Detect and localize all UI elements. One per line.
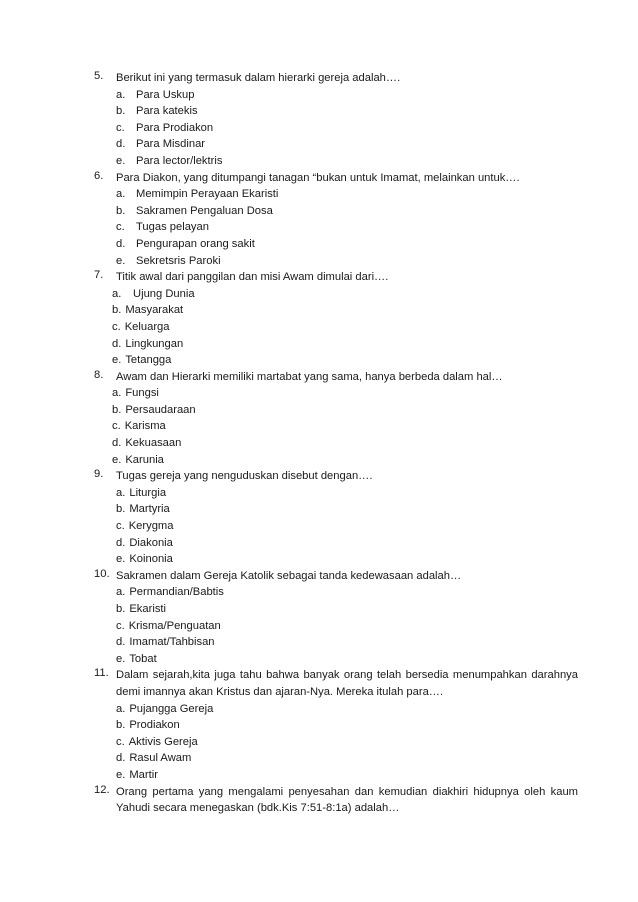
option-text: Persaudaraan (125, 403, 196, 416)
option-text: Martyria (129, 503, 170, 516)
option-letter: d. (116, 138, 126, 151)
option-text: Ekaristi (129, 603, 167, 615)
option-letter: a. (116, 88, 126, 101)
option-list (116, 186, 578, 269)
option-b (116, 501, 578, 518)
option-e (116, 551, 578, 568)
option-text: Prodiakon (129, 719, 180, 732)
option-e (112, 452, 578, 469)
option-letter: e. (112, 354, 122, 367)
option-letter: e. (116, 553, 126, 566)
option-letter: b. (116, 105, 126, 118)
option-text: Para Prodiakon (136, 121, 214, 134)
option-letter: a. (112, 287, 122, 300)
option-text: Sakramen Pengaluan Dosa (136, 204, 273, 217)
option-letter: c. (112, 420, 121, 433)
option-c (112, 418, 578, 435)
option-d (112, 336, 578, 353)
option-text: Tetangga (125, 354, 172, 367)
option-text: Pujangga Gereja (129, 702, 214, 715)
option-letter: d. (116, 636, 126, 649)
option-c (112, 319, 578, 336)
question-text: Awam dan Hierarki memiliki martabat yang sama, hanya berbeda dalam hal… (116, 370, 503, 383)
question-number: 10. (94, 567, 110, 580)
option-letter: b. (112, 403, 122, 416)
option-a (116, 701, 578, 718)
option-d (112, 435, 578, 452)
option-text: Para lector/lektris (136, 154, 223, 167)
question-12 (94, 784, 578, 817)
question-10 (94, 568, 578, 668)
option-letter: b. (116, 603, 126, 615)
question-text: Berikut ini yang termasuk dalam hierarki gereja adalah…. (116, 72, 401, 84)
option-b (116, 601, 578, 618)
option-a (116, 87, 578, 104)
option-letter: d. (112, 337, 122, 350)
option-letter: c. (116, 221, 125, 234)
option-letter: c. (116, 121, 125, 134)
question-6 (94, 170, 578, 270)
option-letter: d. (112, 437, 122, 450)
option-a (116, 584, 578, 601)
option-letter: d. (116, 536, 126, 549)
option-text: Pengurapan orang sakit (136, 237, 255, 250)
option-e (112, 352, 578, 369)
question-5 (94, 70, 578, 170)
option-text: Imamat/Tahbisan (129, 636, 215, 649)
option-text: Ujung Dunia (133, 287, 195, 300)
option-b (116, 717, 578, 734)
option-d (116, 236, 578, 253)
option-b (112, 402, 578, 419)
option-text: Liturgia (129, 486, 167, 499)
option-text: Karunia (125, 453, 164, 466)
question-text: Sakramen dalam Gereja Katolik sebagai tanda kedewasaan adalah… (116, 569, 462, 582)
option-letter: d. (116, 752, 126, 765)
option-text: Memimpin Perayaan Ekaristi (136, 188, 279, 201)
option-letter: b. (116, 719, 126, 732)
option-text: Diakonia (129, 536, 173, 549)
question-number: 11. (94, 667, 109, 680)
option-c (116, 734, 578, 751)
option-letter: c. (112, 320, 121, 333)
option-a (116, 186, 578, 203)
option-text: Martir (129, 768, 158, 781)
question-11 (94, 667, 578, 783)
option-letter: c. (116, 520, 125, 533)
option-text: Krisma/Penguatan (128, 619, 221, 632)
option-text: Sekretsris Paroki (136, 254, 221, 267)
option-letter: b. (116, 503, 126, 516)
option-text: Para Uskup (136, 88, 195, 101)
option-c (116, 518, 578, 535)
question-9 (94, 468, 578, 568)
option-c (116, 219, 578, 236)
option-text: Koinonia (129, 553, 173, 566)
option-text: Para katekis (136, 105, 198, 118)
option-letter: e. (112, 453, 122, 466)
question-number: 8. (94, 368, 104, 381)
option-letter: e. (116, 768, 126, 781)
option-list (116, 87, 578, 170)
option-list (112, 286, 578, 369)
option-a (116, 485, 578, 502)
option-a (112, 286, 578, 303)
option-d (116, 750, 578, 767)
option-d (116, 634, 578, 651)
option-text: Masyarakat (125, 304, 184, 317)
option-text: Lingkungan (125, 337, 184, 350)
question-number: 7. (94, 269, 104, 282)
option-letter: e. (116, 254, 126, 267)
option-letter: d. (116, 237, 126, 250)
question-text: Dalam sejarah,kita juga tahu bahwa banyak orang telah bersedia menumpahkan darahnya demi imannya akan Kristus dan ajaran-Nya. Mereka itulah para…. (116, 669, 578, 698)
option-letter: a. (116, 702, 126, 715)
question-number: 5. (94, 70, 104, 82)
option-e (116, 153, 578, 170)
option-letter: a. (116, 486, 126, 499)
option-letter: b. (112, 304, 122, 317)
option-text: Karisma (124, 420, 166, 433)
question-number: 6. (94, 169, 104, 182)
option-text: Aktivis Gereja (128, 735, 198, 748)
option-list (116, 485, 578, 568)
option-list (112, 385, 578, 468)
question-number: 12. (94, 783, 110, 796)
option-letter: c. (116, 735, 125, 748)
option-c (116, 120, 578, 137)
question-text: Para Diakon, yang ditumpangi tanagan “bukan untuk Imamat, melainkan untuk…. (116, 171, 520, 184)
option-c (116, 618, 578, 635)
option-text: Kerygma (128, 520, 174, 533)
option-list (116, 584, 578, 667)
option-e (116, 651, 578, 668)
option-b (116, 103, 578, 120)
option-list (116, 701, 578, 784)
option-letter: a. (116, 188, 126, 201)
question-text: Titik awal dari panggilan dan misi Awam dimulai dari…. (116, 271, 389, 284)
question-number: 9. (94, 468, 104, 481)
option-b (112, 302, 578, 319)
option-d (116, 136, 578, 153)
option-e (116, 253, 578, 270)
question-text: Orang pertama yang mengalami penyesahan dan kemudian diakhiri hidupnya oleh kaum Yahudi secara menegaskan (bdk.Kis 7:51-8:1a) adalah… (116, 785, 578, 815)
option-letter: a. (116, 586, 126, 599)
option-e (116, 767, 578, 784)
option-letter: e. (116, 154, 126, 167)
option-text: Fungsi (125, 387, 159, 400)
question-text: Tugas gereja yang nenguduskan disebut dengan…. (116, 470, 373, 483)
option-a (112, 385, 578, 402)
option-letter: e. (116, 652, 126, 665)
option-text: Permandian/Babtis (129, 586, 224, 599)
option-text: Rasul Awam (129, 752, 192, 765)
option-letter: a. (112, 387, 122, 400)
option-text: Keluarga (124, 320, 170, 333)
option-b (116, 203, 578, 220)
option-letter: b. (116, 204, 126, 217)
option-text: Kekuasaan (125, 437, 182, 450)
question-8 (94, 369, 578, 469)
option-d (116, 535, 578, 552)
option-text: Tugas pelayan (136, 221, 209, 234)
option-text: Tobat (129, 652, 157, 665)
option-text: Para Misdinar (136, 138, 206, 151)
option-letter: c. (116, 619, 125, 632)
question-7 (94, 269, 578, 369)
